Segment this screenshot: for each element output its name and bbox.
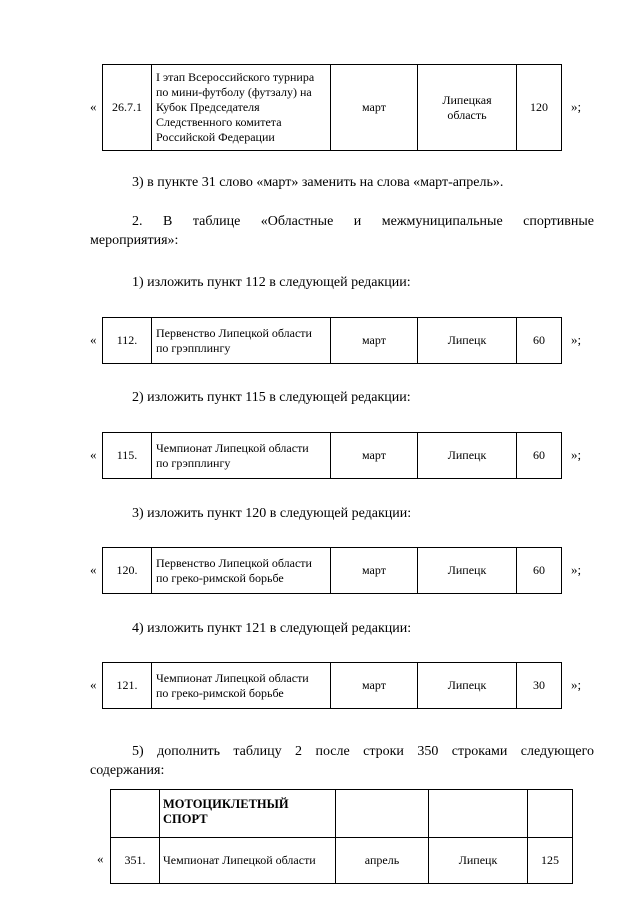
event-name — [152, 433, 331, 479]
row-number: 115. — [103, 433, 152, 479]
table-row-351 — [111, 838, 573, 884]
section-title-line: СПОРТ — [163, 812, 208, 826]
participant-count: 120 — [517, 65, 562, 151]
event-name-line: по мини-футболу (футзалу) на — [156, 85, 312, 99]
event-month: март — [331, 433, 418, 479]
event-place: Липецк — [418, 663, 517, 709]
event-name: Чемпионат Липецкой области — [160, 838, 336, 884]
empty-cell — [429, 790, 528, 838]
event-month: март — [331, 548, 418, 594]
paragraph-item-2-line2: мероприятия»: — [90, 233, 179, 248]
empty-cell — [528, 790, 573, 838]
amendment-table — [102, 317, 562, 364]
row-number: 26.7.1 — [103, 65, 152, 151]
event-month: март — [331, 663, 418, 709]
section-title — [160, 790, 336, 838]
event-name-line: Кубок Председателя — [156, 100, 260, 114]
event-name-line: Первенство Липецкой области — [156, 555, 312, 570]
event-name — [152, 318, 331, 364]
event-name-line: I этап Всероссийского турнира — [156, 70, 315, 84]
row-number: 121. — [103, 663, 152, 709]
empty-cell — [111, 790, 160, 838]
paragraph-sub-4: 4) изложить пункт 121 в следующей редакции: — [132, 621, 412, 636]
empty-cell — [336, 790, 429, 838]
open-quote: « — [90, 99, 97, 114]
table-row-112 — [0, 317, 640, 363]
paragraph-item-2-line1: 2. В таблице «Областные и межмуниципальные спортивные — [132, 214, 594, 229]
paragraph-item-3: 3) в пункте 31 слово «март» заменить на слова «март-апрель». — [132, 175, 504, 190]
event-month: март — [331, 65, 418, 151]
amendment-table — [102, 547, 562, 594]
amendment-table — [102, 432, 562, 479]
event-name-line: Первенство Липецкой области — [156, 325, 312, 340]
paragraph-sub-3: 3) изложить пункт 120 в следующей редакции: — [132, 506, 412, 521]
event-name-line: по греко-римской борьбе — [156, 685, 284, 700]
event-month: март — [331, 318, 418, 364]
section-header-row — [111, 790, 573, 838]
paragraph-sub-5-line1: 5) дополнить таблицу 2 после строки 350 строками следующего — [132, 744, 594, 759]
amendment-table — [102, 64, 562, 151]
row-number: 120. — [103, 548, 152, 594]
event-name-line: Следственного комитета — [156, 115, 282, 129]
event-month: апрель — [336, 838, 429, 884]
close-quote: »; — [571, 99, 582, 114]
participant-count: 125 — [528, 838, 573, 884]
row-number: 112. — [103, 318, 152, 364]
paragraph-sub-1: 1) изложить пункт 112 в следующей редакции: — [132, 275, 411, 290]
event-name — [152, 65, 331, 151]
event-place — [418, 65, 517, 151]
amendment-table — [102, 662, 562, 709]
participant-count: 60 — [517, 548, 562, 594]
participant-count: 30 — [517, 663, 562, 709]
event-name-line: по грэпплингу — [156, 455, 231, 470]
table-row-26-7-1 — [0, 64, 640, 150]
paragraph-sub-2: 2) изложить пункт 115 в следующей редакции: — [132, 390, 411, 405]
event-name — [152, 548, 331, 594]
close-quote: »; — [571, 447, 582, 462]
table-row-115 — [0, 432, 640, 478]
event-name-line: Чемпионат Липецкой области — [156, 440, 309, 455]
new-rows-table — [110, 789, 573, 884]
section-title-line: МОТОЦИКЛЕТНЫЙ — [163, 797, 289, 811]
event-place: Липецк — [418, 548, 517, 594]
table-row-121 — [0, 662, 640, 708]
paragraph-sub-5-line2: содержания: — [90, 763, 165, 778]
participant-count: 60 — [517, 433, 562, 479]
open-quote: « — [90, 677, 97, 692]
event-place: Липецк — [418, 318, 517, 364]
open-quote: « — [90, 332, 97, 347]
event-name-line: Чемпионат Липецкой области — [156, 670, 309, 685]
event-place-line: область — [447, 107, 487, 122]
event-place-line: Липецкая — [442, 92, 492, 107]
close-quote: »; — [571, 562, 582, 577]
open-quote: « — [90, 447, 97, 462]
event-name-line: по грэпплингу — [156, 340, 231, 355]
event-place: Липецк — [418, 433, 517, 479]
row-number: 351. — [111, 838, 160, 884]
open-quote: « — [90, 562, 97, 577]
event-name-line: Российской Федерации — [156, 130, 275, 144]
table-row-120 — [0, 547, 640, 593]
event-place: Липецк — [429, 838, 528, 884]
participant-count: 60 — [517, 318, 562, 364]
open-quote: « — [97, 851, 104, 866]
close-quote: »; — [571, 332, 582, 347]
close-quote: »; — [571, 677, 582, 692]
event-name — [152, 663, 331, 709]
event-name-line: по греко-римской борьбе — [156, 570, 284, 585]
